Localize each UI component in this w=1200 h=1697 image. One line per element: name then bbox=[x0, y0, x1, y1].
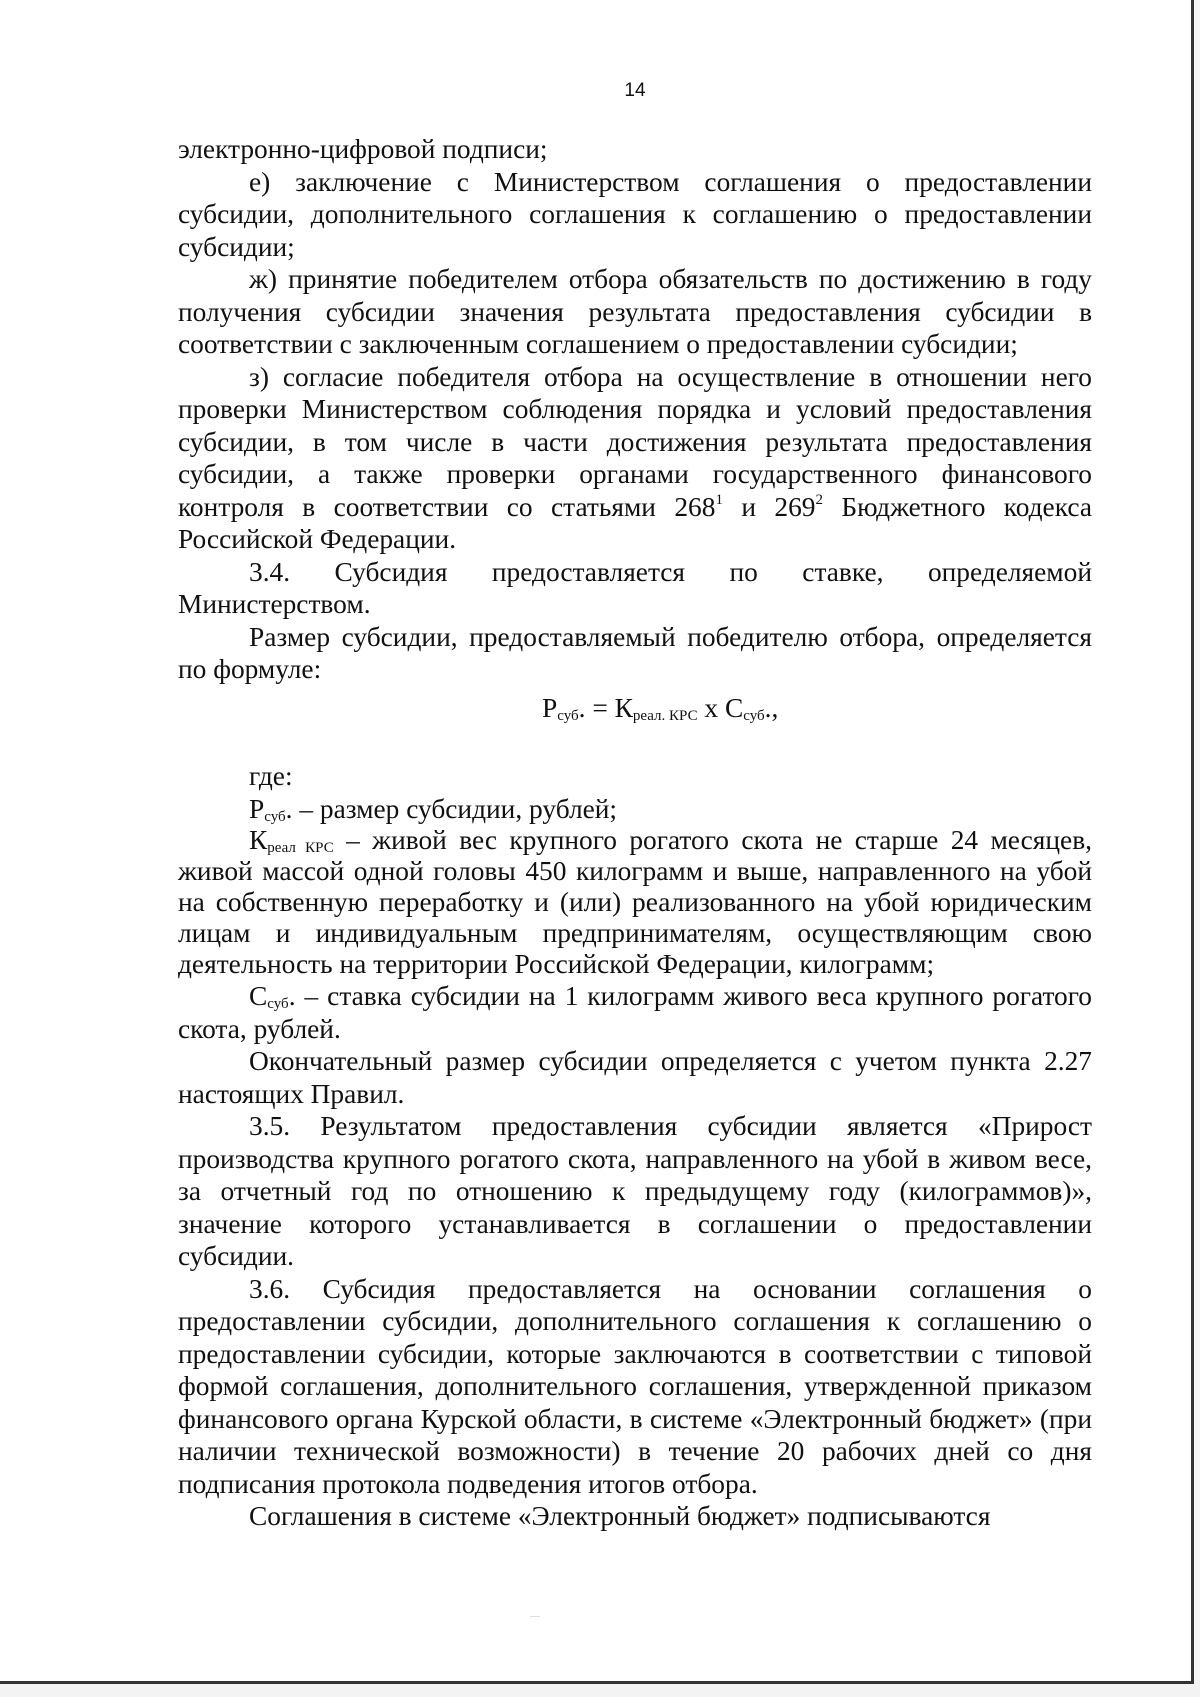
def-p-sub: суб bbox=[264, 808, 286, 825]
def-c-sub: суб bbox=[267, 996, 289, 1012]
def-k-symbol: К bbox=[249, 825, 268, 855]
paragraph-item-e: е) заключение с Министерством соглашения о предоставлении субсидии, дополнительного соглашения к соглашению о предоставлении субсидии; bbox=[178, 166, 1092, 262]
item-z-text-1: з) согласие победителя отбора на осуществление в отношении него проверки Министерством соблюдения порядка и условий предоставления субсидии, в том числе в части достижения результата предоставления субсидии, а также проверки органами государственного финансового контроля в соответствии со статьями 268 bbox=[178, 361, 1092, 522]
paragraph-where: где: bbox=[249, 761, 293, 791]
def-c-text: . – ставка субсидии на 1 килограмм живого веса крупного рогатого скота, рублей. bbox=[178, 981, 1092, 1044]
def-p-symbol: Р bbox=[249, 793, 265, 824]
item-z-text-3: Бюджетного кодекса Российской Федерации. bbox=[178, 491, 1092, 554]
document-body bbox=[178, 133, 1092, 1533]
paragraph-signature-continuation: электронно-цифровой подписи; bbox=[178, 134, 548, 164]
formula-k: К bbox=[614, 692, 633, 723]
paragraph-def-p bbox=[178, 793, 1092, 826]
formula-k-sub: реал. КРС bbox=[632, 707, 698, 724]
subsidy-formula bbox=[178, 692, 1092, 725]
paragraph-final-size: Окончательный размер субсидии определяется с учетом пункта 2.27 настоящих Правил. bbox=[178, 1046, 1092, 1109]
paragraph-def-c bbox=[178, 980, 1092, 1045]
formula-p: Р bbox=[542, 692, 558, 723]
paragraph-item-zh: ж) принятие победителем отбора обязательств по достижению в году получения субсидии значения результата предоставления субсидии в соответствии с заключенным соглашением о предоставлении субсидии; bbox=[178, 264, 1092, 359]
def-k-text: – живой вес крупного рогатого скота не старше 24 месяцев, живой массой одной головы 450 килограмм и выше, направленного на убой на собственную переработку и (или) реализованного на убой юридическим лицам и индивидуальным предпринимателям, осуществляющим свою деятельность на территории Российской Федерации, килограмм; bbox=[178, 825, 1092, 979]
formula-tail: ., bbox=[764, 692, 779, 723]
formula-p-sub: суб bbox=[557, 707, 579, 724]
article-268-superscript: 1 bbox=[715, 491, 723, 508]
paragraph-def-k bbox=[178, 825, 1092, 980]
formula-times: х bbox=[697, 692, 725, 723]
formula-eq: . = bbox=[578, 692, 615, 723]
def-k-sub: реал КРС bbox=[267, 840, 334, 856]
item-z-text-2: и 269 bbox=[722, 491, 816, 522]
formula-c-sub: суб bbox=[743, 707, 765, 724]
def-c-symbol: С bbox=[249, 981, 268, 1011]
scan-artifact bbox=[530, 1616, 540, 1617]
paragraph-3-6: 3.6. Субсидия предоставляется на основании соглашения о предоставлении субсидии, дополнительного соглашения к соглашению о предоставлении субсидии, которые заключаются в соответствии с типовой формой соглашения, дополнительного соглашения, утвержденной приказом финансового органа Курской области, в системе «Электронный бюджет» (при наличии технической возможности) в течение 20 рабочих дней со дня подписания протокола подведения итогов отбора. bbox=[178, 1273, 1092, 1499]
article-269-superscript: 2 bbox=[815, 491, 823, 508]
page-number: 14 bbox=[624, 80, 646, 101]
paragraph-agreements-signing: Соглашения в системе «Электронный бюджет» подписываются bbox=[249, 1501, 991, 1531]
paragraph-item-z bbox=[178, 361, 1092, 556]
def-p-text: . – размер субсидии, рублей; bbox=[285, 793, 618, 824]
formula-c: С bbox=[724, 692, 744, 723]
paragraph-3-4: 3.4. Субсидия предоставляется по ставке, определяемой Министерством. bbox=[178, 556, 1092, 619]
formula-spacer bbox=[178, 724, 1092, 760]
paragraph-subsidy-size: Размер субсидии, предоставляемый победителю отбора, определяется по формуле: bbox=[178, 621, 1092, 684]
paragraph-3-5: 3.5. Результатом предоставления субсидии является «Прирост производства крупного рогатого скота, направленного на убой в живом весе, за отчетный год по отношению к предыдущему году (килограммов)», значение которого устанавливается в соглашении о предоставлении субсидии. bbox=[178, 1111, 1092, 1271]
